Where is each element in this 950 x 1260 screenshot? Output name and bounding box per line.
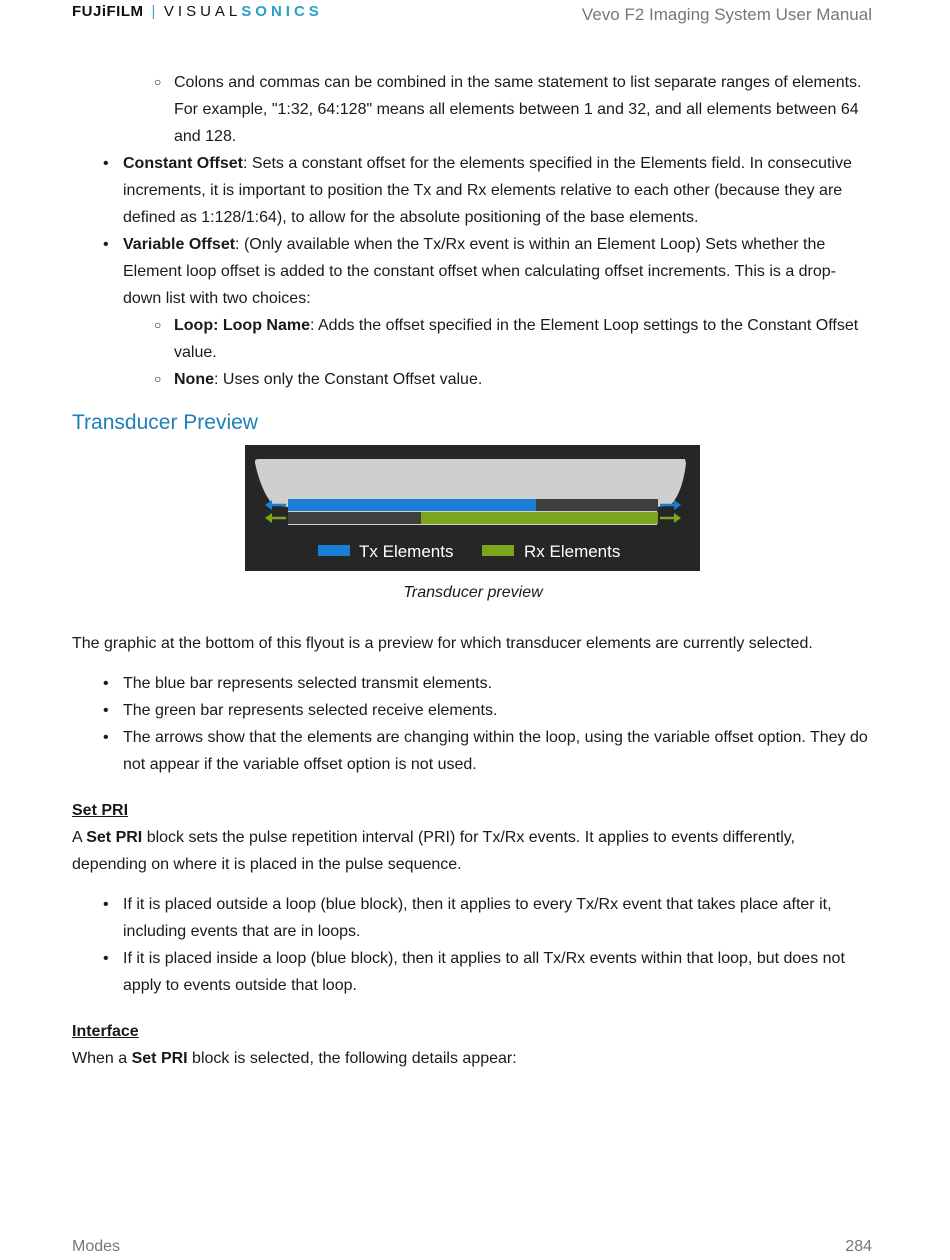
page-content: [72, 69, 874, 1072]
set-pri-bullets: [72, 891, 874, 999]
page-number: 284: [845, 1238, 872, 1255]
legend-rx-swatch: [482, 545, 514, 556]
bullet-icon: •: [103, 236, 109, 253]
transducer-preview-figure: [245, 445, 700, 571]
top-list: [72, 69, 874, 393]
transducer-preview-intro: The graphic at the bottom of this flyout is a preview for which transducer elements are currently selected.: [72, 635, 813, 652]
choice-text: : Uses only the Constant Offset value.: [214, 371, 483, 388]
term-constant-offset: Constant Offset: [123, 155, 243, 172]
bullet-icon: •: [103, 729, 109, 746]
circle-bullet-icon: ○: [154, 75, 162, 89]
list-item-text: The blue bar represents selected transmit elements.: [123, 675, 493, 692]
heading-set-pri: Set PRI: [72, 802, 129, 819]
choice-loop-name: [72, 312, 874, 366]
transducer-preview-graphic: [245, 445, 700, 571]
bullet-icon: •: [103, 675, 109, 692]
bullet-icon: •: [103, 155, 109, 172]
constant-offset-text: : Sets a constant offset for the elements specified in the Elements field. In consecutive increments, it is important to position the Tx and Rx elements relative to each other (because they are defined as 1:128/1:64), to allow for the absolute positioning of the base elements.: [123, 155, 852, 226]
list-item: [72, 891, 874, 945]
logo-sonics: SONICS: [241, 3, 323, 20]
list-item-text: The arrows show that the elements are changing within the loop, using the variable offset option. They do not appear if the variable offset option is not used.: [123, 729, 868, 773]
logo-separator: |: [151, 3, 156, 20]
circle-bullet-icon: ○: [154, 318, 162, 332]
figure-caption: Transducer preview: [403, 584, 543, 601]
bold-set-pri: Set PRI: [86, 829, 143, 846]
document-title: Vevo F2 Imaging System User Manual: [581, 5, 872, 24]
rx-elements-bar: [421, 512, 658, 524]
sub-item-text: Colons and commas can be combined in the same statement to list separate ranges of elements. For example, "1:32, 64:128" means all elements between 1 and 32, and all elements between 64 and 128.: [174, 74, 862, 145]
logo-visual: VISUAL: [163, 3, 242, 20]
sub-list-item: [72, 69, 874, 150]
term-none: None: [174, 371, 214, 388]
legend-tx-label: Tx Elements: [359, 542, 454, 561]
choice-none: [72, 366, 874, 393]
logo-fujifilm: FUJiFILM: [72, 3, 144, 20]
list-item: [72, 724, 874, 778]
term-variable-offset: Variable Offset: [123, 236, 236, 253]
list-item-constant-offset: [72, 150, 874, 231]
list-item-text: The green bar represents selected receive elements.: [123, 702, 498, 719]
list-item-text: If it is placed outside a loop (blue block), then it applies to every Tx/Rx event that takes place after it, including events that are in loops.: [123, 896, 832, 940]
set-pri-intro: [72, 824, 874, 878]
brand-logo: [72, 3, 323, 20]
choice-text: : Adds the offset specified in the Element Loop settings to the Constant Offset value.: [174, 317, 859, 361]
bold-set-pri: Set PRI: [131, 1050, 188, 1067]
list-item-text: If it is placed inside a loop (blue block), then it applies to all Tx/Rx events within that loop, but does not apply to events outside that loop.: [123, 950, 845, 994]
bullet-icon: •: [103, 702, 109, 719]
list-item: [72, 670, 874, 697]
transducer-preview-bullets: [72, 670, 874, 778]
interface-text: [72, 1045, 874, 1072]
list-item: [72, 697, 874, 724]
variable-offset-text: : (Only available when the Tx/Rx event is within an Element Loop) Sets whether the Element loop offset is added to the constant offset when calculating offset increments. This is a drop-down list with two choices:: [123, 236, 837, 307]
bullet-icon: •: [103, 950, 109, 967]
term-loop-name: Loop: Loop Name: [174, 317, 310, 334]
text-span: When a: [72, 1050, 132, 1067]
list-item-variable-offset: [72, 231, 874, 312]
tx-elements-bar: [288, 499, 536, 511]
text-span: block sets the pulse repetition interval (PRI) for Tx/Rx events. It applies to events differently, depending on where it is placed in the pulse sequence.: [72, 829, 795, 873]
legend-tx-swatch: [318, 545, 350, 556]
list-item: [72, 945, 874, 999]
legend-rx-label: Rx Elements: [524, 542, 621, 561]
heading-interface: Interface: [72, 1023, 139, 1040]
section-heading-transducer-preview: Transducer Preview: [72, 411, 258, 434]
text-span: A: [72, 829, 87, 846]
footer-section-name: Modes: [72, 1238, 121, 1255]
text-span: block is selected, the following details appear:: [187, 1050, 517, 1067]
circle-bullet-icon: ○: [154, 372, 162, 386]
bullet-icon: •: [103, 896, 109, 913]
